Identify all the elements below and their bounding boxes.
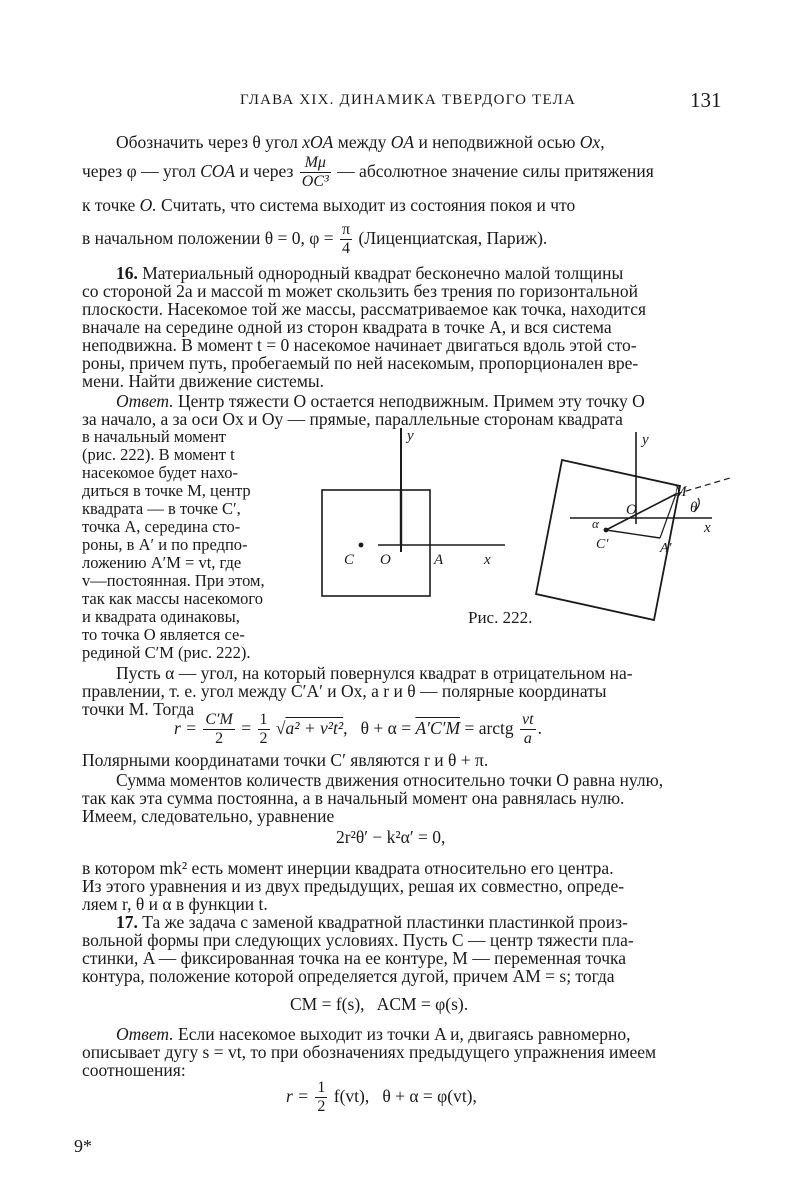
left-label-y: y [407, 428, 414, 444]
answer-16-q1: Полярными координатами точки C′ являются r и θ + π. [82, 750, 489, 770]
answer-col-line: насекомое будет нахо- [82, 463, 239, 482]
right-label-c-prime: C′ [596, 537, 609, 552]
initial-square [322, 490, 430, 596]
figure-caption: Рис. 222. [468, 608, 533, 627]
problem-17-line-1: 17. Та же задача с заменой квадратной пластинки пластинкой произ- [116, 912, 628, 932]
answer-col-line: рединой C′M (рис. 222). [82, 643, 251, 662]
answer-col-line: ложению A′M = vt, где [82, 553, 242, 572]
answer-col-line: и квадрата одинаковы, [82, 607, 240, 626]
answer-17-line-3: соотношения: [82, 1060, 186, 1080]
segment-ca [606, 530, 660, 538]
answer-16-line-2: за начало, а за оси Ox и Oy — прямые, параллельные сторонам квадрата [82, 409, 623, 429]
left-label-o: O [380, 552, 391, 568]
left-label-a: A [434, 552, 444, 568]
answer-col-line: роны, в A′ и по предпо- [82, 535, 248, 554]
intro-line-3: к точке O. Считать, что система выходит из состояния покоя и что [82, 195, 576, 215]
problem-16-line-5: неподвижна. В момент t = 0 насекомое начинает двигаться вдоль этой сто- [82, 335, 637, 355]
right-label-m: M [674, 484, 687, 500]
figure-222-drawing [300, 412, 740, 662]
answer-col-line: v—постоянная. При этом, [82, 571, 265, 590]
answer-col-line: точка A, середина сто- [82, 517, 241, 536]
page-header [0, 88, 799, 118]
answer-16-q2: Сумма моментов количеств движения относительно точки O равна нулю, [116, 770, 664, 790]
intro-line-2: через φ — угол COA и через $\frac{M\mu}{\text{OC³}}$ — абсолютное значение силы притяжения [82, 154, 654, 191]
right-label-theta: θ [690, 500, 698, 516]
problem-17-line-4: контура, положение которой определяется дугой, причем AM = s; тогда [82, 966, 615, 986]
problem-16-line-4: вначале на середине одной из сторон квадрата в точке A, и вся система [82, 317, 612, 337]
answer-16-q3: так как эта сумма постоянна, а в начальный момент она равнялась нулю. [82, 788, 625, 808]
right-label-a-prime: A′ [660, 541, 672, 556]
answer-16-p3: точки M. Тогда [82, 699, 195, 719]
running-head: ГЛАВА XIX. ДИНАМИКА ТВЕРДОГО ТЕЛА [240, 92, 577, 108]
page-number: 131 [690, 88, 722, 112]
problem-16-line-6: роны, причем путь, пробегаемый по ней насекомым, пропорционален вре- [82, 353, 639, 373]
answer-16-q5: в котором mk² есть момент инерции квадрата относительно его центра. [82, 858, 614, 878]
answer-col-line: то точка O является се- [82, 625, 245, 644]
answer-16-q7: ляем r, θ и α в функции t. [82, 894, 268, 914]
right-label-x: x [704, 520, 711, 536]
answer-16-line-1: Ответ. Центр тяжести O остается неподвижным. Примем эту точку O [116, 391, 645, 411]
problem-17-line-3: стинки, A — фиксированная точка на ее контуре, M — переменная точка [82, 948, 627, 968]
intro-line-4: в начальном положении θ = 0, φ = $\frac{\pi}{4}$ (Лиценциатская, Париж). [82, 221, 548, 258]
answer-16-p2: правлении, т. е. угол между C′A′ и Ox, а r и θ — полярные координаты [82, 681, 607, 701]
answer-16-q4: Имеем, следовательно, уравнение [82, 806, 335, 826]
problem-16-line-3: плоскости. Насекомое той же массы, рассматриваемое как точка, находится [82, 299, 647, 319]
right-label-y: y [642, 432, 649, 448]
answer-16-p1: Пусть α — угол, на который повернулся квадрат в отрицательном на- [116, 663, 633, 683]
left-label-c: C [344, 552, 355, 568]
answer-col-line: квадрата — в точке C′, [82, 499, 241, 518]
right-label-alpha: α [592, 516, 599, 531]
intro-line-1: Обозначить через θ угол xOA между OA и неподвижной осью Ox, [116, 132, 605, 152]
signature-mark: 9* [74, 1136, 92, 1156]
right-label-o: O [626, 502, 637, 518]
equation-17: CM = f(s), ACM = φ(s). [290, 994, 469, 1014]
equation-2: 2r²θ′ − k²α′ = 0, [336, 827, 446, 847]
answer-17-line-2: описывает дугу s = vt, то при обозначениях предыдущего упражнения имеем [82, 1042, 657, 1062]
problem-16-line-7: мени. Найти движение системы. [82, 371, 325, 391]
left-label-x: x [484, 552, 491, 568]
answer-16-q6: Из этого уравнения и из двух предыдущих, решая их совместно, опреде- [82, 876, 625, 896]
answer-col-line: в начальный момент [82, 427, 226, 446]
problem-16-line-2: со стороной 2a и массой m может скользить без трения по горизонтальной [82, 281, 638, 301]
equation-1: r = $\frac{C'M}{2}$ = $\frac{1}{2}$ √a² + v²t², θ + α = A′C′M = arctg $\frac{vt}{a}$ . [174, 711, 542, 748]
equation-3: r = $\frac{1}{2}$ f(vt), θ + α = φ(vt), [286, 1079, 477, 1116]
figure-222 [300, 412, 740, 662]
answer-col-line: (рис. 222). В момент t [82, 445, 235, 464]
problem-16-line-1: 16. Материальный однородный квадрат бесконечно малой толщины [116, 263, 624, 283]
answer-col-line: так как массы насекомого [82, 589, 264, 608]
answer-col-line: диться в точке M, центр [82, 481, 251, 500]
answer-17-line-1: Ответ. Если насекомое выходит из точки A и, двигаясь равномерно, [116, 1024, 631, 1044]
force-fraction: $\frac{M\mu}{\text{OC³}}$ [301, 154, 329, 191]
problem-17-line-2: вольной формы при следующих условиях. Пусть C — центр тяжести пла- [82, 930, 634, 950]
pi-over-4-fraction: $\frac{\pi}{4}$ [342, 221, 351, 258]
